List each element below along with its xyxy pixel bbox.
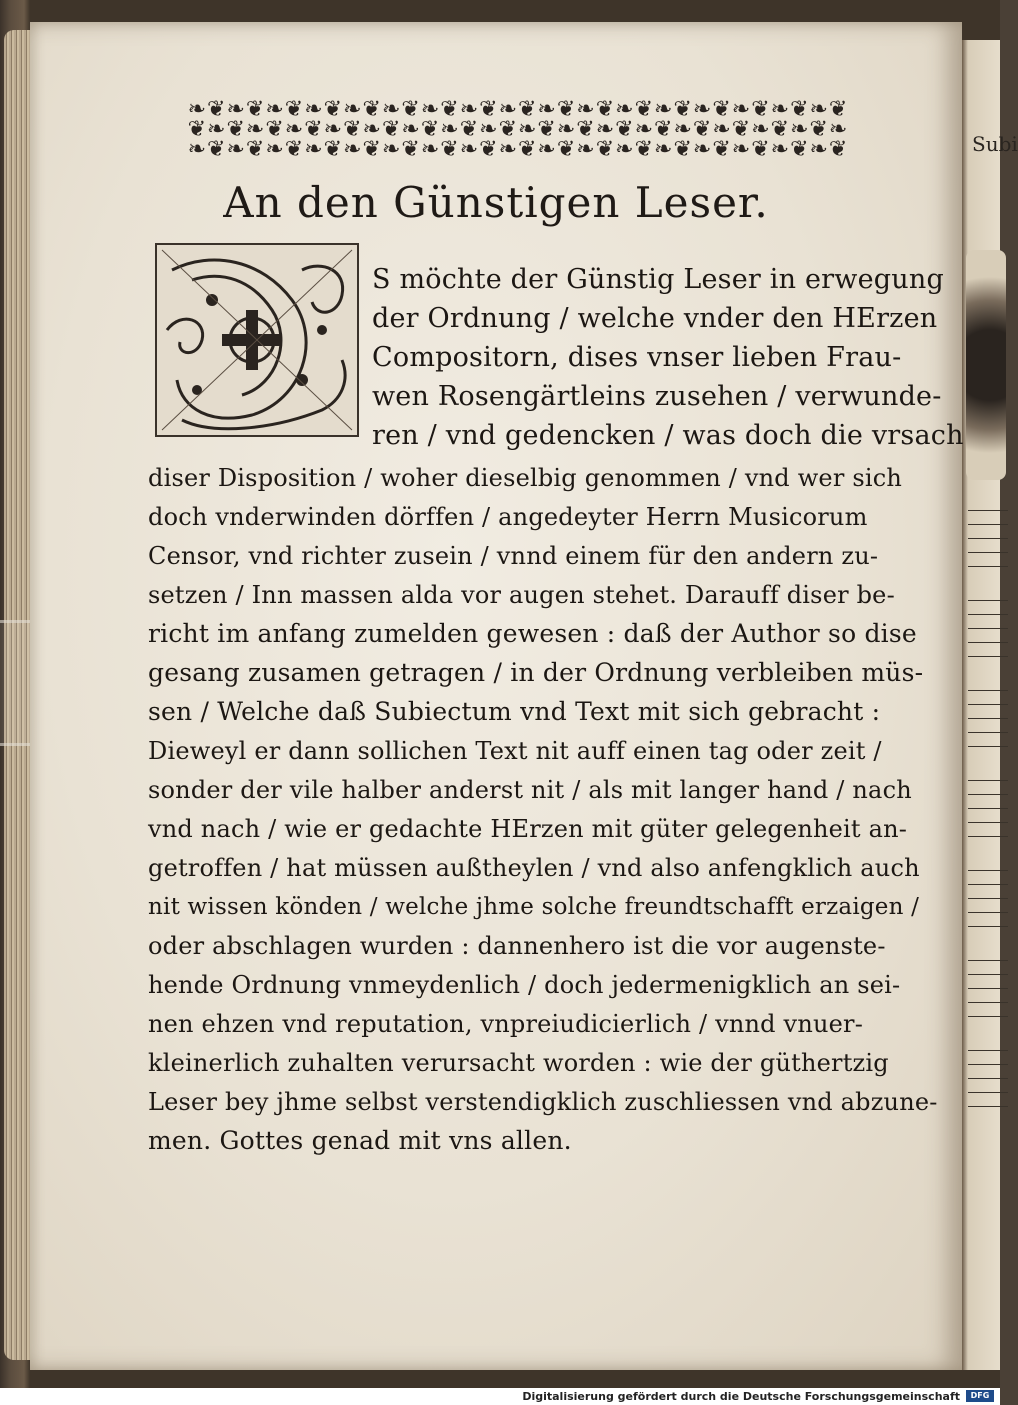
text-line: men. Gottes genad mit vns allen. [148, 1126, 572, 1155]
text-line: kleinerlich zuhalten verursacht worden : wie der güthertzig [148, 1049, 889, 1077]
text-line: der Ordnung / welche vnder den HErzen [372, 303, 938, 334]
text-line: getroffen / hat müssen außtheylen / vnd also anfengklich auch [148, 854, 920, 882]
text-line: ren / vnd gedencken / was doch die vrsach [372, 420, 964, 451]
text-line: nen ehzen vnd reputation, vnpreiudicierlich / vnnd vnuer- [148, 1010, 864, 1038]
text-line: sen / Welche daß Subiectum vnd Text mit sich gebracht : [148, 697, 881, 726]
text-line: Censor, vnd richter zusein / vnnd einem für den andern zu- [148, 542, 879, 570]
text-line: sonder der vile halber anderst nit / als mit langer hand / nach [148, 776, 912, 804]
text-line: setzen / Inn massen alda vor augen stehet. Darauff diser be- [148, 581, 895, 609]
text-line: oder abschlagen wurden : dannenhero ist die vor augenste- [148, 932, 886, 960]
dfg-logo: DFG [966, 1390, 994, 1402]
text-line: Leser bey jhme selbst verstendigklich zuschliessen vnd abzune- [148, 1088, 938, 1116]
text-line: doch vnderwinden dörffen / angedeyter Herrn Musicorum [148, 503, 868, 531]
text-line: Dieweyl er dann sollichen Text nit auff einen tag oder zeit / [148, 737, 882, 765]
text-line: Compositorn, dises vnser lieben Frau- [372, 342, 902, 373]
footer-bar [0, 1388, 1000, 1405]
text-line: gesang zusamen getragen / in der Ordnung verbleiben müs- [148, 658, 924, 687]
text-line: wen Rosengärtleins zusehen / verwunde- [372, 381, 942, 412]
text-line: richt im anfang zumelden gewesen : daß der Author so dise [148, 619, 917, 648]
ornament-row: ❦❧❦❧❦❧❦❧❦❧❦❧❦❧❦❧❦❧❦❧❦❧❦❧❦❧❦❧❦❧❦❧❦❧ [187, 117, 849, 142]
facing-page-title-fragment: Subi [972, 132, 1018, 156]
text-line: hende Ordnung vnmeydenlich / doch jedermenigklich an sei- [148, 971, 901, 999]
text-line: vnd nach / wie er gedachte HErzen mit güter gelegenheit an- [148, 815, 908, 843]
ornament-row: ❧❦❧❦❧❦❧❦❧❦❧❦❧❦❧❦❧❦❧❦❧❦❧❦❧❦❧❦❧❦❧❦❧❦ [187, 97, 849, 122]
funding-credit: Digitalisierung gefördert durch die Deutsche Forschungsgemeinschaft [522, 1390, 960, 1403]
text-line: diser Disposition / woher dieselbig genommen / vnd wer sich [148, 464, 903, 492]
page-heading: An den Günstigen Leser. [223, 178, 769, 227]
ornament-row: ❧❦❧❦❧❦❧❦❧❦❧❦❧❦❧❦❧❦❧❦❧❦❧❦❧❦❧❦❧❦❧❦❧❦ [187, 137, 849, 162]
text-line: nit wissen könden / welche jhme solche freundtschafft erzaigen / [148, 894, 920, 920]
text-line: S möchte der Günstig Leser in erwegung [372, 264, 944, 295]
